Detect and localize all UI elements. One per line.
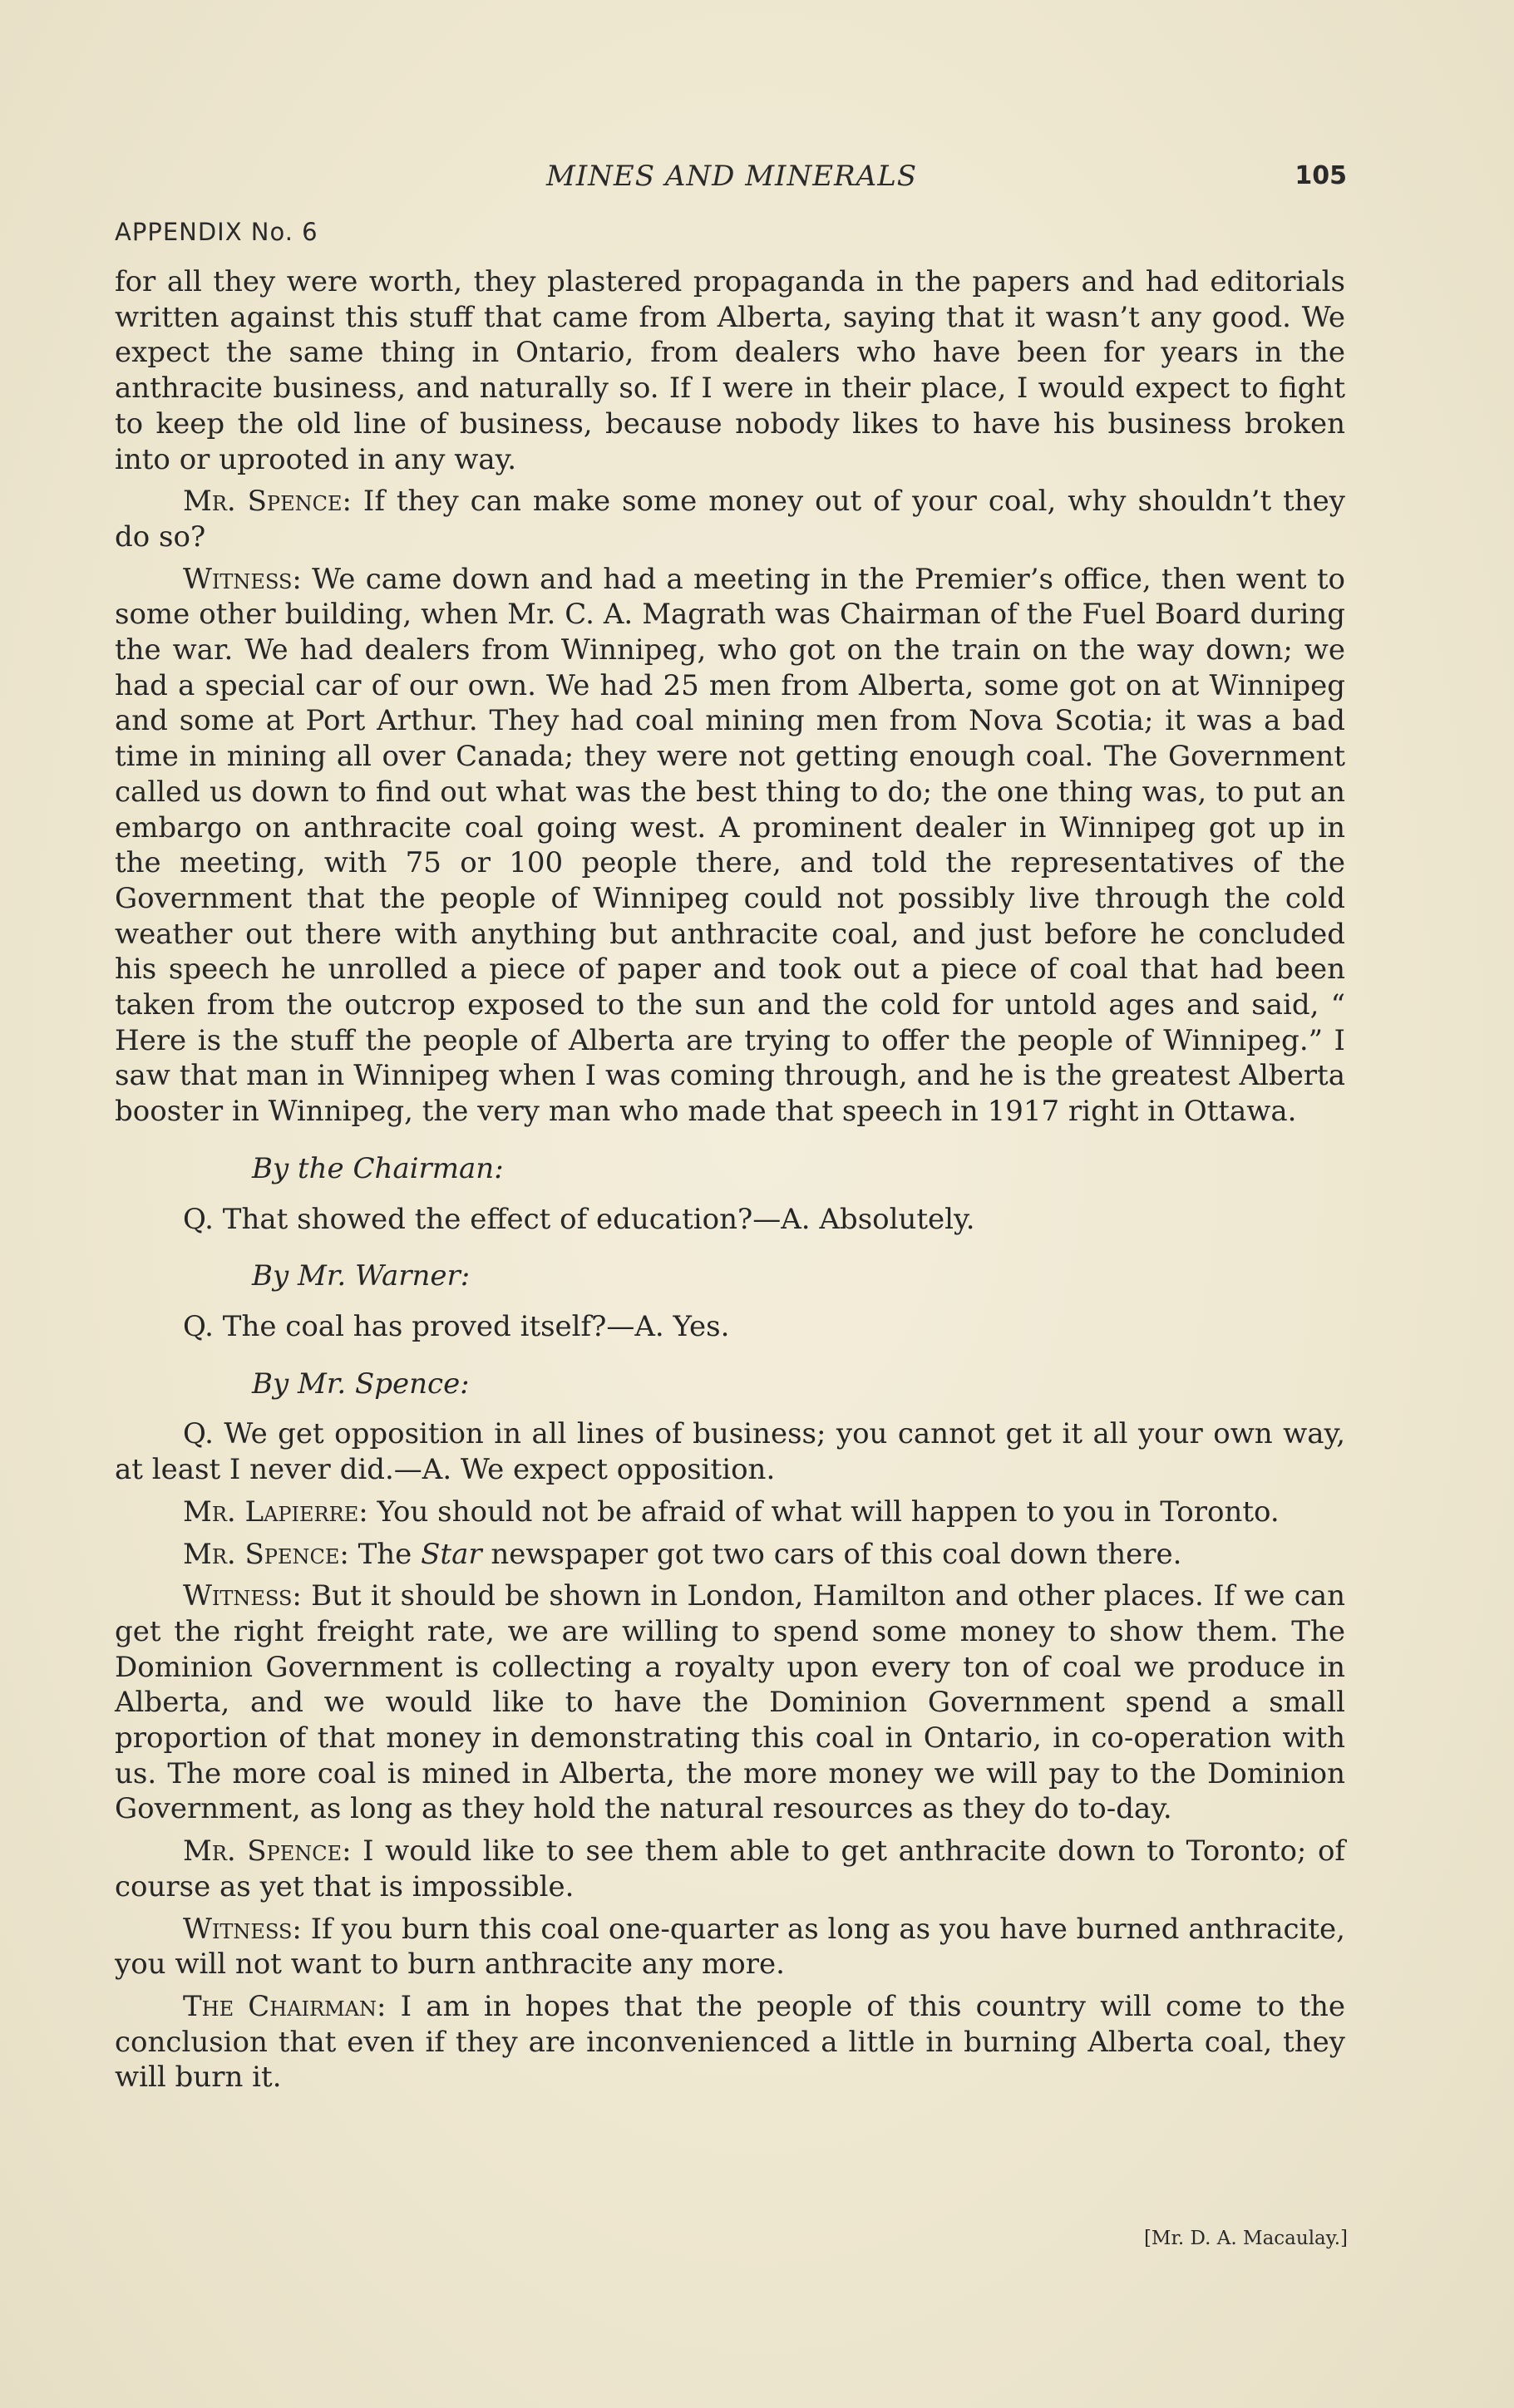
speaker-label: The Chairman: xyxy=(183,1989,387,2023)
speaker-label: Mr. Spence: xyxy=(183,1537,349,1571)
paragraph xyxy=(115,1912,1345,1982)
paragraph xyxy=(115,1537,1345,1573)
speaker-attribution: [Mr. D. A. Macaulay.] xyxy=(1143,2228,1348,2249)
paragraph-text: I am in hopes that the people of this country will come to the conclusion that even if they are inconvenienced a little in burning Alberta coal, they will burn it. xyxy=(115,1989,1345,2095)
paragraph-text: But it should be shown in London, Hamilton and other places. If we can get the right freight rate, we are willing to spend some money to show them. The Dominion Government is collecting a royalty upon every ton of coal we produce in Alberta, and we would like to have the Dominion Government spend a small proportion of that money in demonstrating this coal in Ontario, in co-operation with us. The more coal is mined in Alberta, the more money we will pay to the Dominion Government, as long as they hold the natural resources as they do to-day. xyxy=(115,1579,1345,1826)
paragraph xyxy=(115,562,1345,1130)
paragraph-text: If you burn this coal one-quarter as long as you have burned anthracite, you will not want to burn anthracite any more. xyxy=(115,1912,1345,1982)
speaker-label: Mr. Lapierre: xyxy=(183,1495,368,1529)
paragraph-text: I would like to see them able to get anthracite down to Toronto; of course as yet that is impossible. xyxy=(115,1834,1345,1903)
speaker-label: Witness: xyxy=(183,562,302,596)
running-title: MINES AND MINERALS xyxy=(545,160,918,193)
paragraph xyxy=(115,1989,1345,2095)
question-answer: Q. That showed the effect of education?—A. Absolutely. xyxy=(183,1202,975,1236)
speaker-label: Mr. Spence: xyxy=(183,485,352,519)
paragraph xyxy=(115,1495,1345,1530)
paragraph xyxy=(115,1578,1345,1827)
appendix-label: APPENDIX No. 6 xyxy=(115,218,318,246)
page-number: 105 xyxy=(1295,161,1347,190)
speaker-label: Mr. Spence: xyxy=(183,1834,352,1869)
question-answer: Q. We get opposition in all lines of business; you cannot get it all your own way, at least I never did.—A. We expect opposition. xyxy=(115,1417,1345,1487)
paragraph-text: The xyxy=(348,1537,422,1571)
speaker-label: Witness: xyxy=(183,1912,302,1946)
paragraph-text: newspaper got two cars of this coal down there. xyxy=(481,1537,1182,1571)
question-answer: Q. The coal has proved itself?—A. Yes. xyxy=(183,1309,730,1343)
examiner-heading: By Mr. Spence: xyxy=(252,1367,470,1401)
examiner-heading: By Mr. Warner: xyxy=(252,1259,471,1293)
paragraph xyxy=(115,484,1345,554)
paragraph-text: If they can make some money out of your coal, why shouldn’t they do so? xyxy=(115,485,1345,554)
paragraph-text: We came down and had a meeting in the Premier’s office, then went to some other building, when Mr. C. A. Magrath was Chairman of the Fuel Board during the war. We had dealers from Winnipeg, who got on the train on the way down; we had a special car of our own. We had 25 men from Alberta, some got on at Winnipeg and some at Port Arthur. They had coal mining men from Nova Scotia; it was a bad time in mining all over Canada; they were not getting enough coal. The Government called us down to find out what was the best thing to do; the one thing was, to put an embargo on anthracite coal going west. A prominent dealer in Winnipeg got up in the meeting, with 75 or 100 people there, and told the representatives of the Government that the people of Winnipeg could not possibly live through the cold weather out there with anything but anthracite coal, and just before he concluded his speech he unrolled a piece of paper and took out a piece of coal that had been taken from the outcrop exposed to the sun and the cold for untold ages and said, “ Here is the stuff the people of Alberta are trying to offer the people of Winnipeg.” I saw that man in Winnipeg when I was coming through, and he is the greatest Alberta booster in Winnipeg, the very man who made that speech in 1917 right in Ottawa. xyxy=(115,562,1345,1129)
newspaper-title: Star xyxy=(421,1537,482,1571)
paragraph xyxy=(115,1834,1345,1904)
speaker-label: Witness: xyxy=(183,1579,302,1613)
paragraph xyxy=(115,264,1345,477)
paragraph-text: for all they were worth, they plastered propaganda in the papers and had editorials written against this stuff that came from Alberta, saying that it wasn’t any good. We expect the same thing in Ontario, from dealers who have been for years in the anthracite business, and naturally so. If I were in their place, I would expect to fight to keep the old line of business, because nobody likes to have his business broken into or uprooted in any way. xyxy=(115,265,1345,476)
paragraph-text: You should not be afraid of what will happen to you in Toronto. xyxy=(367,1495,1280,1529)
running-head xyxy=(116,160,1347,201)
body-text xyxy=(115,264,1345,2102)
examiner-heading: By the Chairman: xyxy=(252,1151,504,1185)
